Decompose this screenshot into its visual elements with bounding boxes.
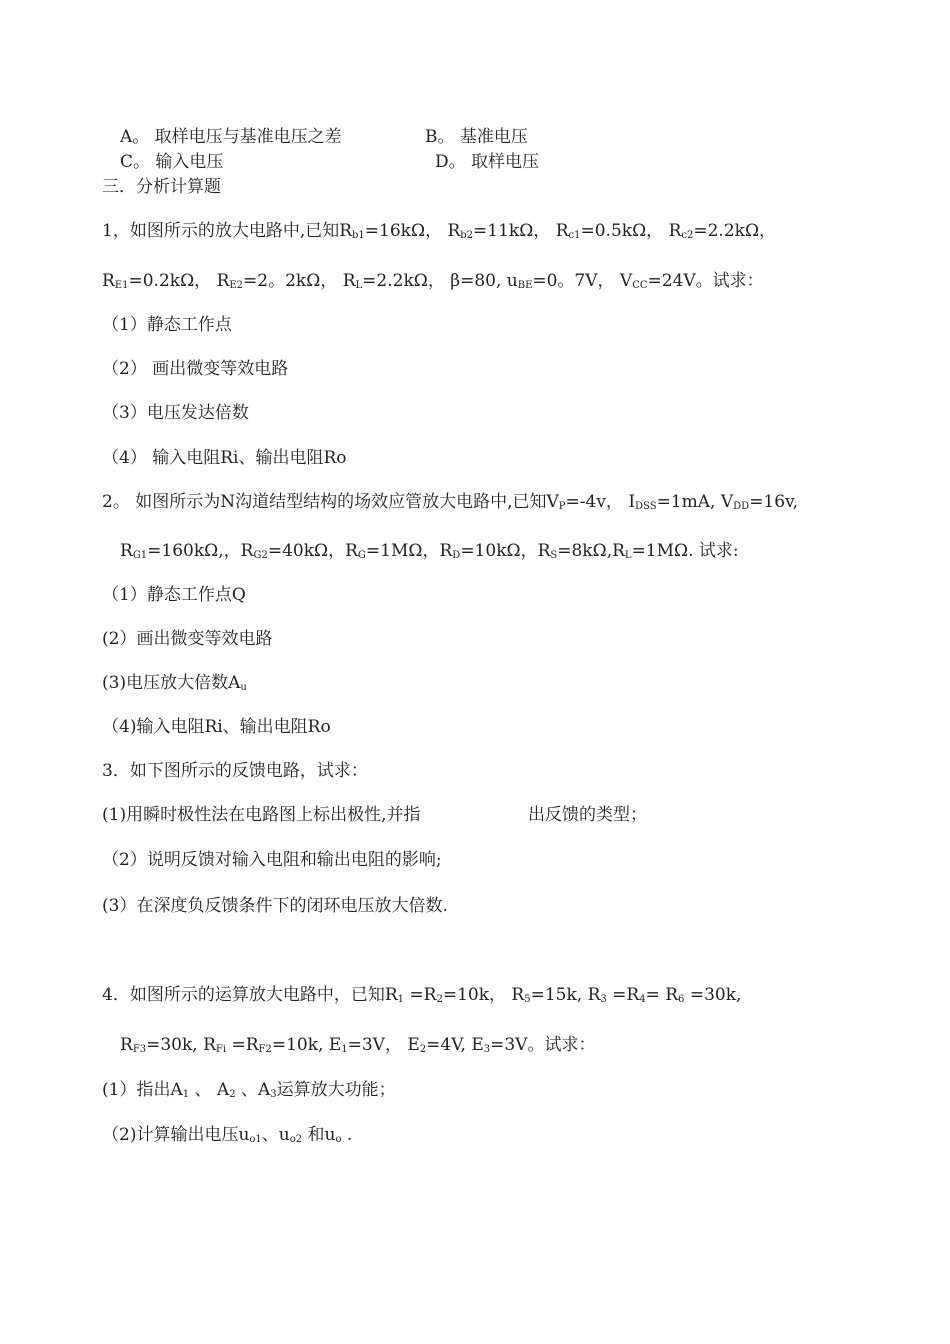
- q1-item-1: （1）静态工作点: [102, 315, 232, 335]
- q3-title: 3．如下图所示的反馈电路，试求：: [102, 761, 368, 781]
- q1-line1: 1，如图所示的放大电路中,已知$R_{b1}=16k\Omega$， $R_{b2}=11k\Omega$， $R_{c1}=0.5k\Omega$， $R_{c2}=2.2k\Omega$，: [102, 221, 777, 241]
- q2-item-3: (3)电压放大倍数$A_u$: [102, 673, 247, 693]
- choice-a: A。 取样电压与基准电压之差: [120, 127, 342, 147]
- q1-item-4: （4） 输入电阻Ri、输出电阻Ro: [102, 448, 347, 468]
- q1-item-2: （2） 画出微变等效电路: [102, 359, 289, 379]
- q3-item-2: （2）说明反馈对输入电阻和输出电阻的影响;: [102, 850, 442, 870]
- q3-item-1b: 出反馈的类型；: [528, 805, 647, 825]
- q3-item-1a: (1)用瞬时极性法在电路图上标出极性,并指: [102, 805, 421, 825]
- q2-item-1: （1）静态工作点Q: [102, 585, 246, 605]
- q2-item-2: (2）画出微变等效电路: [102, 629, 273, 649]
- q4-item-1: (1）指出$A_1$ 、 $A_2$ 、$A_3$运算放大功能；: [102, 1080, 396, 1100]
- choice-b: B。 基准电压: [425, 127, 528, 147]
- q1-item-3: （3）电压发达倍数: [102, 403, 249, 423]
- q4-item-2: （2)计算输出电压$u_{o1}$、$u_{o2}$ 和$u_o$ .: [102, 1125, 353, 1145]
- q2-line1: 2。 如图所示为N沟道结型结构的场效应管放大电路中,已知$V_P=-4v$， $I_{DSS}=1mA$, $V_{DD}=16v$,: [102, 492, 799, 512]
- q4-line2: $R_{F3}=30k$, $R_{Fi} =R_{F2}=10k$, $E_1=3V$， $E_2=4V$, $E_3=3V$。试求：: [120, 1035, 596, 1055]
- q1-line2: $R_{E1}=0.2k\Omega$， $R_{E2}=2$。2kΩ， $R_L=2.2k\Omega$， β=80, $u_{BE}=0$。7V， $V_{CC}=24V$。试求：: [102, 271, 764, 291]
- choice-d: D。 取样电压: [435, 152, 540, 172]
- q4-line1: 4．如图所示的运算放大电路中，已知$R_1 =R_2=10k$， $R_5=15k$, $R_3 =R_4= R_6 =30k$,: [102, 985, 742, 1005]
- q3-item-3: (3）在深度负反馈条件下的闭环电压放大倍数.: [102, 896, 448, 916]
- q2-line2: $R_{G1}=160k\Omega$,，$R_{G2}=40k\Omega$，$R_G=1M\Omega$，$R_D=10k\Omega$，$R_S=8k\Omega,R_L=1M\Omega$. 试求:: [120, 541, 739, 561]
- section-title: 三．分析计算题: [102, 177, 221, 197]
- q2-item-4: （4)输入电阻Ri、输出电阻Ro: [102, 717, 331, 737]
- choice-c: C。 输入电压: [120, 152, 224, 172]
